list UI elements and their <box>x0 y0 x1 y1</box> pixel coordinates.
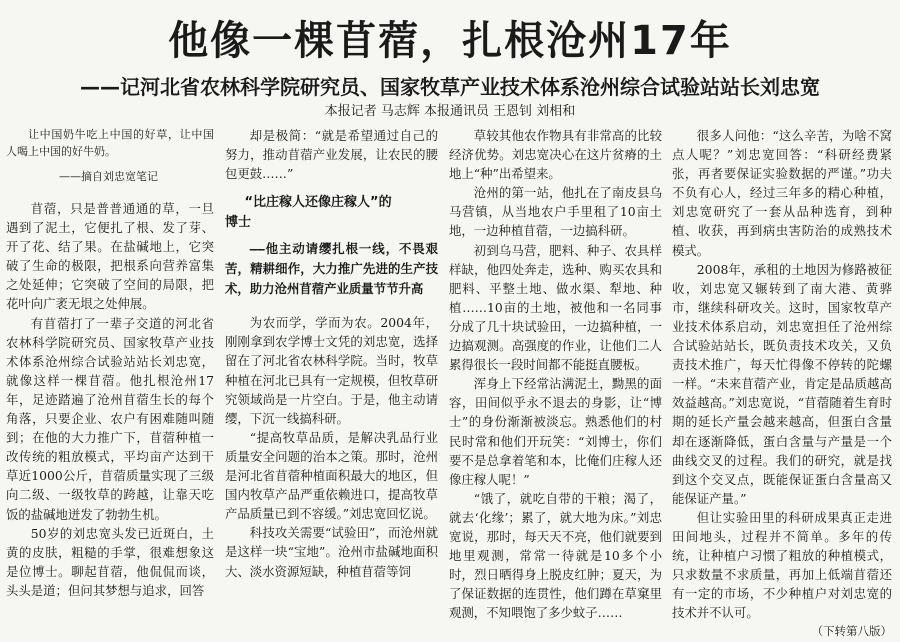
article-paragraph: “饿了，就吃自带的干粮；渴了，就去‘化缘’；累了，就大地为床。”刘忠宽说，那时，每天天不亮，他们就要到地里观测，常常一待就是10多个小时，烈日晒得身上脱皮红肿；夏天，为了保证数据的连贯性，他们蹲在草窠里观测，不知喂饱了多少蚊子…… <box>449 490 662 621</box>
article-paragraph: 却是极简：“就是希望通过自己的努力，推动苜蓿产业发展，让农民的腰包更鼓……” <box>225 128 438 182</box>
article-column-3 <box>449 126 662 621</box>
section-heading-line: “比庄稼人还像庄稼人”的 <box>244 195 392 211</box>
article-column-2 <box>225 126 438 579</box>
article-paragraph: 草较其他农作物具有非常高的比较经济优势。刘忠宽决心在这片贫瘠的土地上“种”出希望来。 <box>449 128 662 182</box>
epigraph-source: ——摘自刘忠宽笔记 <box>59 170 158 183</box>
byline: 本报记者 马志辉 本报通讯员 王恩钊 刘相和 <box>324 104 576 119</box>
epigraph-quote: 让中国奶牛吃上中国的好草，让中国人喝上中国的好牛奶。 <box>6 128 214 158</box>
article-paragraph: 浑身上下经常沾满泥土，黝黑的面容，田间似乎永不退去的身影，让“博士”的身份渐渐被淡忘。熟悉他们的村民时常和他们开玩笑：“刘博士，你们要不是总拿着笔和本，比俺们庄稼人还像庄稼人呢！” <box>449 376 662 487</box>
article-paragraph: 苜蓿，只是普普通通的草，一旦遇到了泥土，它便扎了根、发了芽、开了花、结了果。在盐碱地上，它突破了生命的极限，把根系向营养富集之处延伸；它突破了空间的局限，把花叶向广袤无垠之处伸展。 <box>6 201 214 312</box>
article-paragraph: 50岁的刘忠宽头发已近斑白，土黄的皮肤，粗糙的手掌，很难想象这是位博士。聊起苜蓿，他侃侃而谈，头头是道；但问其梦想与追求，回答 <box>6 525 214 598</box>
section-summary: ——他主动请缨扎根一线，不畏艰苦，精耕细作，大力推广先进的生产技术，助力沧州苜蓿产业质量节节升高 <box>225 241 438 297</box>
article-paragraph: 2008年，承租的土地因为修路被征收，刘忠宽又辗转到了南大港、黄骅市，继续科研攻关。这时，国家牧草产业技术体系启动，刘忠宽担任了沧州综合试验站站长，既负责技术攻关，又负责技术推广，每天忙得像不停转的陀螺一样。“未来苜蓿产业，肯定是品质越高效益越高。”刘忠宽说，“苜蓿随着生育时期的延长产量会越来越高，但蛋白含量却在逐渐降低，蛋白含量与产量是一个曲线交叉的过程。我们的研究，就是找到这个交叉点，既能保证蛋白含量高又能保证产量。” <box>672 261 892 506</box>
continued-note: （下转第八版） <box>811 624 892 639</box>
article-paragraph: 为农而学，学而为农。2004年，刚刚拿到农学博士文凭的刘忠宽，选择留在了河北省农林科学院。当时，牧草种植在河北已具有一定规模，但牧草研究领域尚是一片空白。于是，他主动请缨，下沉一线搞科研。 <box>225 315 438 426</box>
article-paragraph: 沧州的第一站，他扎在了南皮县乌马营镇，从当地农户手里租了10亩土地，一边种植苜蓿，一边搞科研。 <box>449 185 662 239</box>
article-paragraph: 初到乌马营，肥料、种子、农具样样缺，他四处奔走，选种、购买农具和肥料、平整土地、做水渠、犁地、种植……10亩的土地，被他和一名同事分成了几十块试验田，一边搞种植，一边搞观测。高强度的作业，让他们二人累得很长一段时间都不能挺直腰板。 <box>449 242 662 373</box>
article-paragraph: 有苜蓿打了一辈子交道的河北省农林科学院研究员、国家牧草产业技术体系沧州综合试验站站长刘忠宽，就像这样一棵苜蓿。他扎根沧州17年，足迹踏遍了沧州苜蓿生长的每个角落，只要企业、农户有困难随叫随到；在他的大力推广下，苜蓿种植一改传统的粗放模式，平均亩产达到干草近1000公斤，苜蓿质量实现了三级向二级、一级牧草的跨越，让靠天吃饭的盐碱地迸发了勃勃生机。 <box>6 315 214 522</box>
article-paragraph: 很多人问他：“这么辛苦，为啥不窝点人呢？”刘忠宽回答：“科研经费紧张，再者要保证实验数据的严谨。”功夫不负有心人，经过三年多的精心种植，刘忠宽研究了一套从品种选育，到种植、收获，再到病虫害防治的成熟技术模式。 <box>672 128 892 258</box>
subheadline: ——记河北省农林科学院研究员、国家牧草产业技术体系沧州综合试验站站长刘忠宽 <box>80 75 820 99</box>
article-column-4 <box>672 126 892 639</box>
section-heading <box>225 193 438 233</box>
article-column-1 <box>6 126 214 598</box>
headline: 他像一棵苜蓿，扎根沧州17年 <box>168 18 732 64</box>
article-paragraph: 科技攻关需要“试验田”，而沧州就是这样一块“宝地”。沧州市盐碱地面积大、淡水资源短缺，种植苜蓿等饲 <box>225 525 438 579</box>
article-paragraph: “提高牧草品质，是解决乳品行业质量安全问题的治本之策。那时，沧州是河北省苜蓿种植面积最大的地区，但国内牧草产品严重依赖进口，提高牧草产品质量已到不容缓。”刘忠宽回忆说。 <box>225 429 438 522</box>
section-heading-line: 博士 <box>225 215 252 231</box>
article-paragraph: 但让实验田里的科研成果真正走进田间地头，过程并不简单。多年的传统，让种植户习惯了粗放的种植模式，只求数量不求质量，再加上低端苜蓿还有一定的市场，不少种植户对刘忠宽的技术并不认可。 <box>672 509 892 621</box>
